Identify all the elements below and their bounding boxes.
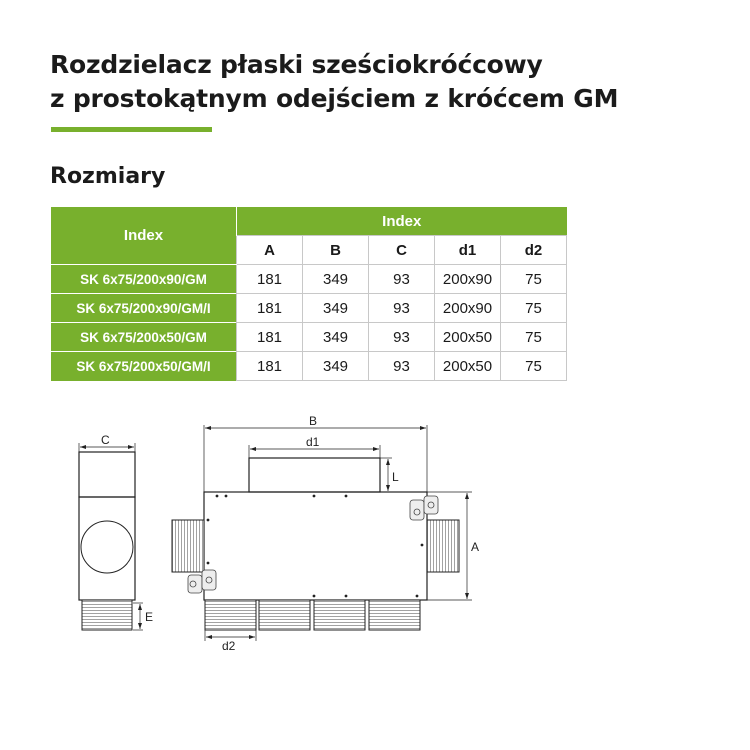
table-row <box>51 294 567 323</box>
table-corner-header: Index <box>51 207 237 265</box>
dimension-label-a: A <box>471 540 480 554</box>
cell-d1: 200x90 <box>435 294 501 323</box>
table-row <box>51 323 567 352</box>
dimension-label-d1: d1 <box>306 435 320 449</box>
cell-d1: 200x50 <box>435 323 501 352</box>
column-header-a: A <box>237 236 303 265</box>
cell-c: 93 <box>369 265 435 294</box>
technical-drawing <box>0 400 750 660</box>
page-title-line-1: Rozdzielacz płaski sześciokróćcowy <box>50 50 543 79</box>
cell-b: 349 <box>303 352 369 381</box>
cell-c: 93 <box>369 323 435 352</box>
cell-a: 181 <box>237 352 303 381</box>
cell-a: 181 <box>237 265 303 294</box>
cell-c: 93 <box>369 294 435 323</box>
row-model-name: SK 6x75/200x50/GM <box>51 323 237 352</box>
table-group-header: Index <box>237 207 567 236</box>
dimension-label-b: B <box>309 414 318 428</box>
cell-b: 349 <box>303 294 369 323</box>
front-view <box>172 425 472 641</box>
row-model-name: SK 6x75/200x90/GM <box>51 265 237 294</box>
dimension-label-l: L <box>392 470 399 484</box>
cell-d2: 75 <box>501 294 567 323</box>
page-title <box>50 48 730 116</box>
row-model-name: SK 6x75/200x50/GM/I <box>51 352 237 381</box>
cell-d1: 200x90 <box>435 265 501 294</box>
dimensions-table <box>51 207 567 381</box>
cell-d2: 75 <box>501 265 567 294</box>
row-model-name: SK 6x75/200x90/GM/I <box>51 294 237 323</box>
section-title-dimensions: Rozmiary <box>50 164 166 189</box>
table-row <box>51 352 567 381</box>
dimension-label-e: E <box>145 610 154 624</box>
side-view <box>79 443 143 630</box>
dimension-label-c: C <box>101 433 110 447</box>
page-title-line-2: z prostokątnym odejściem z króćcem GM <box>50 84 619 113</box>
cell-d2: 75 <box>501 352 567 381</box>
title-accent-bar <box>51 127 212 132</box>
cell-b: 349 <box>303 323 369 352</box>
column-header-d2: d2 <box>501 236 567 265</box>
cell-a: 181 <box>237 323 303 352</box>
cell-d2: 75 <box>501 323 567 352</box>
cell-d1: 200x50 <box>435 352 501 381</box>
dimension-label-d2: d2 <box>222 639 236 653</box>
cell-a: 181 <box>237 294 303 323</box>
table-row <box>51 265 567 294</box>
column-header-d1: d1 <box>435 236 501 265</box>
column-header-c: C <box>369 236 435 265</box>
cell-c: 93 <box>369 352 435 381</box>
column-header-b: B <box>303 236 369 265</box>
cell-b: 349 <box>303 265 369 294</box>
